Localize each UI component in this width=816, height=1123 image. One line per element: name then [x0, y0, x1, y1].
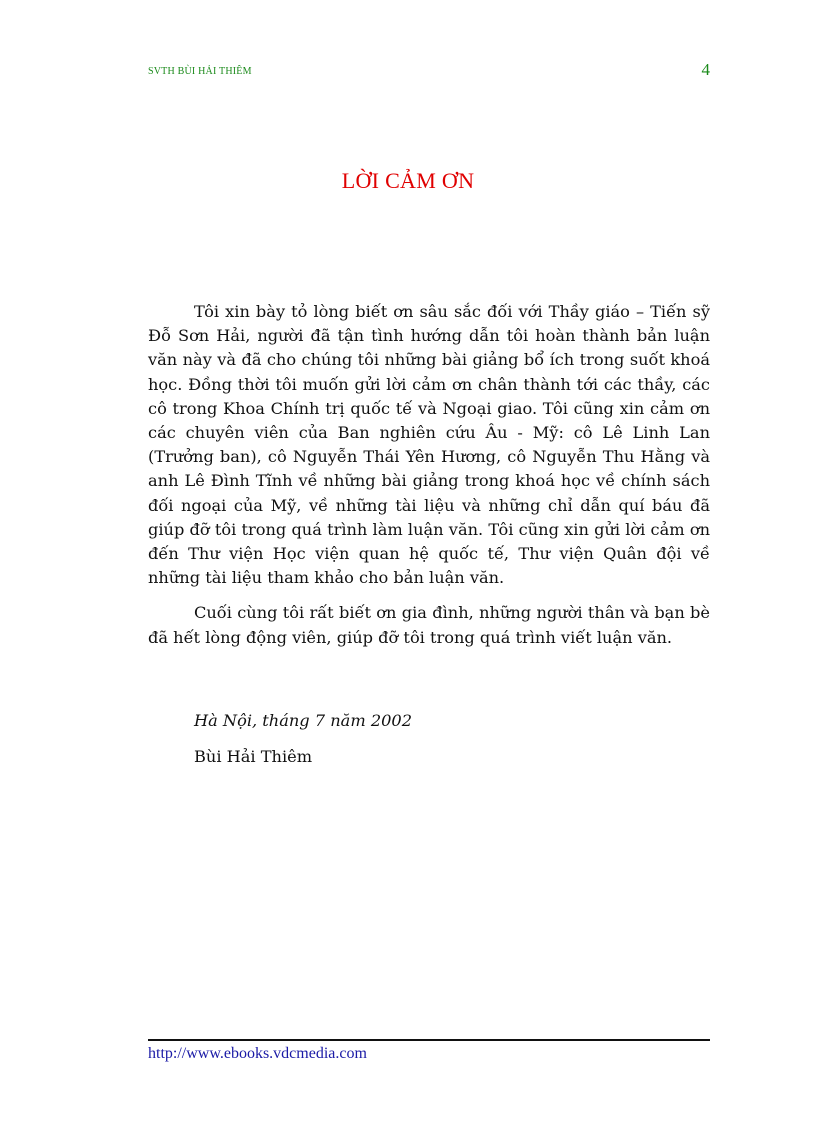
footer-divider [148, 1039, 710, 1041]
paragraph-2: Cuối cùng tôi rất biết ơn gia đình, những người thân và bạn bè đã hết lòng động viên, giúp đỡ tôi trong quá trình viết luận văn. [148, 603, 710, 647]
page-title: LỜI CẢM ƠN [341, 168, 475, 193]
header-author: SVTH BÙI HẢI THIÊM [148, 66, 252, 77]
signature-place-date: Hà Nội, tháng 7 năm 2002 [194, 711, 413, 730]
acknowledgement-body [148, 300, 710, 650]
footer-link[interactable]: http://www.ebooks.vdcmedia.com [148, 1045, 367, 1062]
signature-name: Bùi Hải Thiêm [194, 747, 313, 766]
page-number: 4 [701, 60, 710, 79]
paragraph-1: Tôi xin bày tỏ lòng biết ơn sâu sắc đối với Thầy giáo – Tiến sỹ Đỗ Sơn Hải, người đã tận tình hướng dẫn tôi hoàn thành bản luận văn này và đã cho chúng tôi những bài giảng bổ ích trong suốt khoá học. Đồng thời tôi muốn gửi lời cảm ơn chân thành tới các thầy, các cô trong Khoa Chính trị quốc tế và Ngoại giao. Tôi cũng xin cảm ơn các chuyên viên của Ban nghiên cứu Âu - Mỹ: cô Lê Linh Lan (Trưởng ban), cô Nguyễn Thái Yên Hương, cô Nguyễn Thu Hằng và anh Lê Đình Tĩnh về những bài giảng trong khoá học về chính sách đối ngoại của Mỹ, về những tài liệu và những chỉ dẫn quí báu đã giúp đỡ tôi trong quá trình làm luận văn. Tôi cũng xin gửi lời cảm ơn đến Thư viện Học viện quan hệ quốc tế, Thư viện Quân đội về những tài liệu tham khảo cho bản luận văn. [148, 302, 710, 588]
